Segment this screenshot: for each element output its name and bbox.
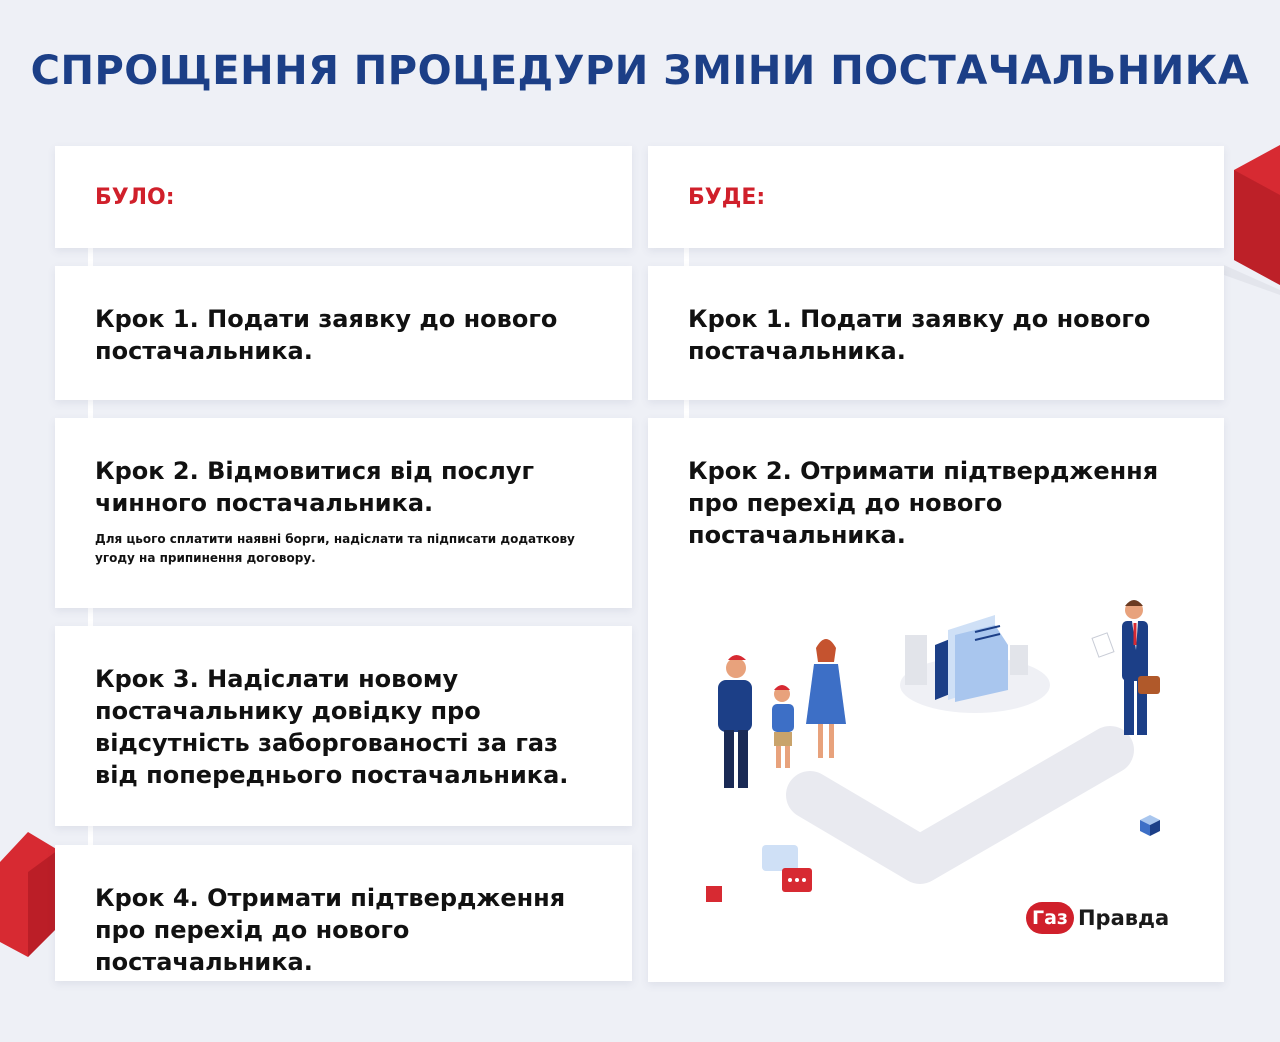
before-step3-card <box>55 626 632 826</box>
chat-bubbles-icon <box>706 845 812 902</box>
before-step2-text: Крок 2. Відмовитися від послуг чинного постачальника. <box>95 457 535 517</box>
before-step4-text: Крок 4. Отримати підтвердження про перехід до нового постачальника. <box>95 884 566 976</box>
logo-part2: Правда <box>1077 906 1170 930</box>
logo-part1: Газ <box>1026 902 1074 934</box>
documents-icon <box>900 615 1050 713</box>
after-header: БУДЕ: <box>688 185 766 210</box>
page-title: СПРОЩЕННЯ ПРОЦЕДУРИ ЗМІНИ ПОСТАЧАЛЬНИКА <box>30 48 1250 94</box>
before-header: БУЛО: <box>95 185 175 210</box>
after-step1-card <box>648 266 1224 400</box>
before-step3-text: Крок 3. Надіслати новому постачальнику довідку про відсутність заборгованості за газ від попереднього постачальника. <box>95 665 569 789</box>
small-blue-cube <box>1140 815 1160 836</box>
family-figures <box>718 639 846 788</box>
checkmark-shape <box>810 750 1110 860</box>
gazpravda-logo <box>1026 900 1169 936</box>
before-step1-text: Крок 1. Подати заявку до нового постачальника. <box>95 305 558 365</box>
before-header-card <box>55 146 632 248</box>
red-cube-left-decoration <box>0 832 58 992</box>
red-cube-right-decoration <box>1224 145 1280 295</box>
businessman-figure <box>1092 600 1160 735</box>
before-step1-card <box>55 266 632 400</box>
before-step2-note: Для цього сплатити наявні борги, надіслати та підписати додаткову угоду на припинення договору. <box>95 532 575 565</box>
before-step4-card <box>55 845 632 981</box>
before-step2-card <box>55 418 632 608</box>
after-step1-text: Крок 1. Подати заявку до нового постачальника. <box>688 305 1151 365</box>
after-header-card <box>648 146 1224 248</box>
after-step2-text: Крок 2. Отримати підтвердження про перехід до нового постачальника. <box>688 457 1159 549</box>
illustration <box>690 590 1190 920</box>
